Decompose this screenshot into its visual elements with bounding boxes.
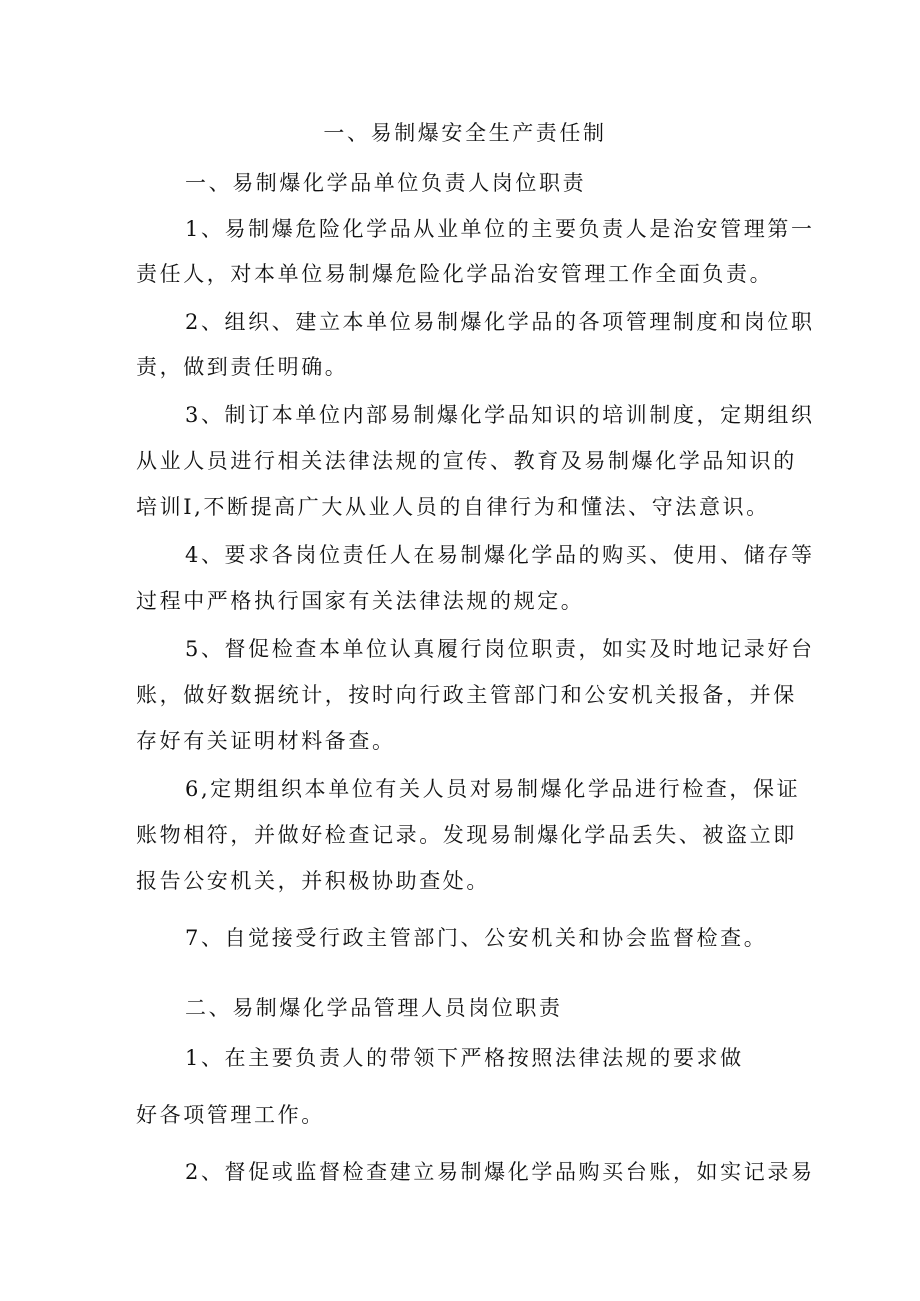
paragraph-line: 2、组织、建立本单位易制爆化学品的各项管理制度和岗位职 bbox=[185, 310, 815, 334]
paragraph-line: 账，做好数据统计，按时向行政主管部门和公安机关报备，并保 bbox=[136, 683, 797, 707]
paragraph-line: 1、在主要负责人的带领下严格按照法律法规的要求做 bbox=[185, 1046, 744, 1070]
paragraph-line: 5、督促检查本单位认真履行岗位职责，如实及时地记录好台 bbox=[185, 637, 815, 661]
paragraph-line: 1、易制爆危险化学品从业单位的主要负责人是治安管理第一 bbox=[185, 217, 815, 241]
paragraph-line: 责任人，对本单位易制爆危险化学品治安管理工作全面负责。 bbox=[136, 262, 774, 286]
paragraph-line: 从业人员进行相关法律法规的宣传、教育及易制爆化学品知识的 bbox=[136, 449, 797, 473]
paragraph-line: 2、督促或监督检查建立易制爆化学品购买台账，如实记录易 bbox=[185, 1160, 815, 1184]
paragraph-line: 过程中严格执行国家有关法律法规的规定。 bbox=[136, 589, 585, 613]
section-heading-1: 一、易制爆化学品单位负责人岗位职责 bbox=[185, 171, 587, 195]
section-heading-2: 二、易制爆化学品管理人员岗位职责 bbox=[185, 996, 563, 1020]
paragraph-line: 培训I,不断提高广大从业人员的自律行为和懂法、守法意识。 bbox=[136, 495, 770, 519]
document-title: 一、易制爆安全生产责任制 bbox=[323, 121, 607, 145]
paragraph-line: 报告公安机关，并积极协助查处。 bbox=[136, 869, 490, 893]
paragraph-line: 7、自觉接受行政主管部门、公安机关和协会监督检查。 bbox=[185, 926, 768, 950]
paragraph-line: 4、要求各岗位责任人在易制爆化学品的购买、使用、储存等 bbox=[185, 543, 815, 567]
paragraph-line: 账物相符，并做好检查记录。发现易制爆化学品丢失、被盗立即 bbox=[136, 823, 797, 847]
paragraph-line: 好各项管理工作。 bbox=[136, 1103, 325, 1127]
paragraph-line: 责，做到责任明确。 bbox=[136, 355, 349, 379]
paragraph-line: 存好有关证明材料备查。 bbox=[136, 729, 396, 753]
paragraph-line: 3、制订本单位内部易制爆化学品知识的培训制度，定期组织 bbox=[185, 403, 815, 427]
paragraph-line: 6,定期组织本单位有关人员对易制爆化学品进行检查，保证 bbox=[185, 777, 801, 801]
